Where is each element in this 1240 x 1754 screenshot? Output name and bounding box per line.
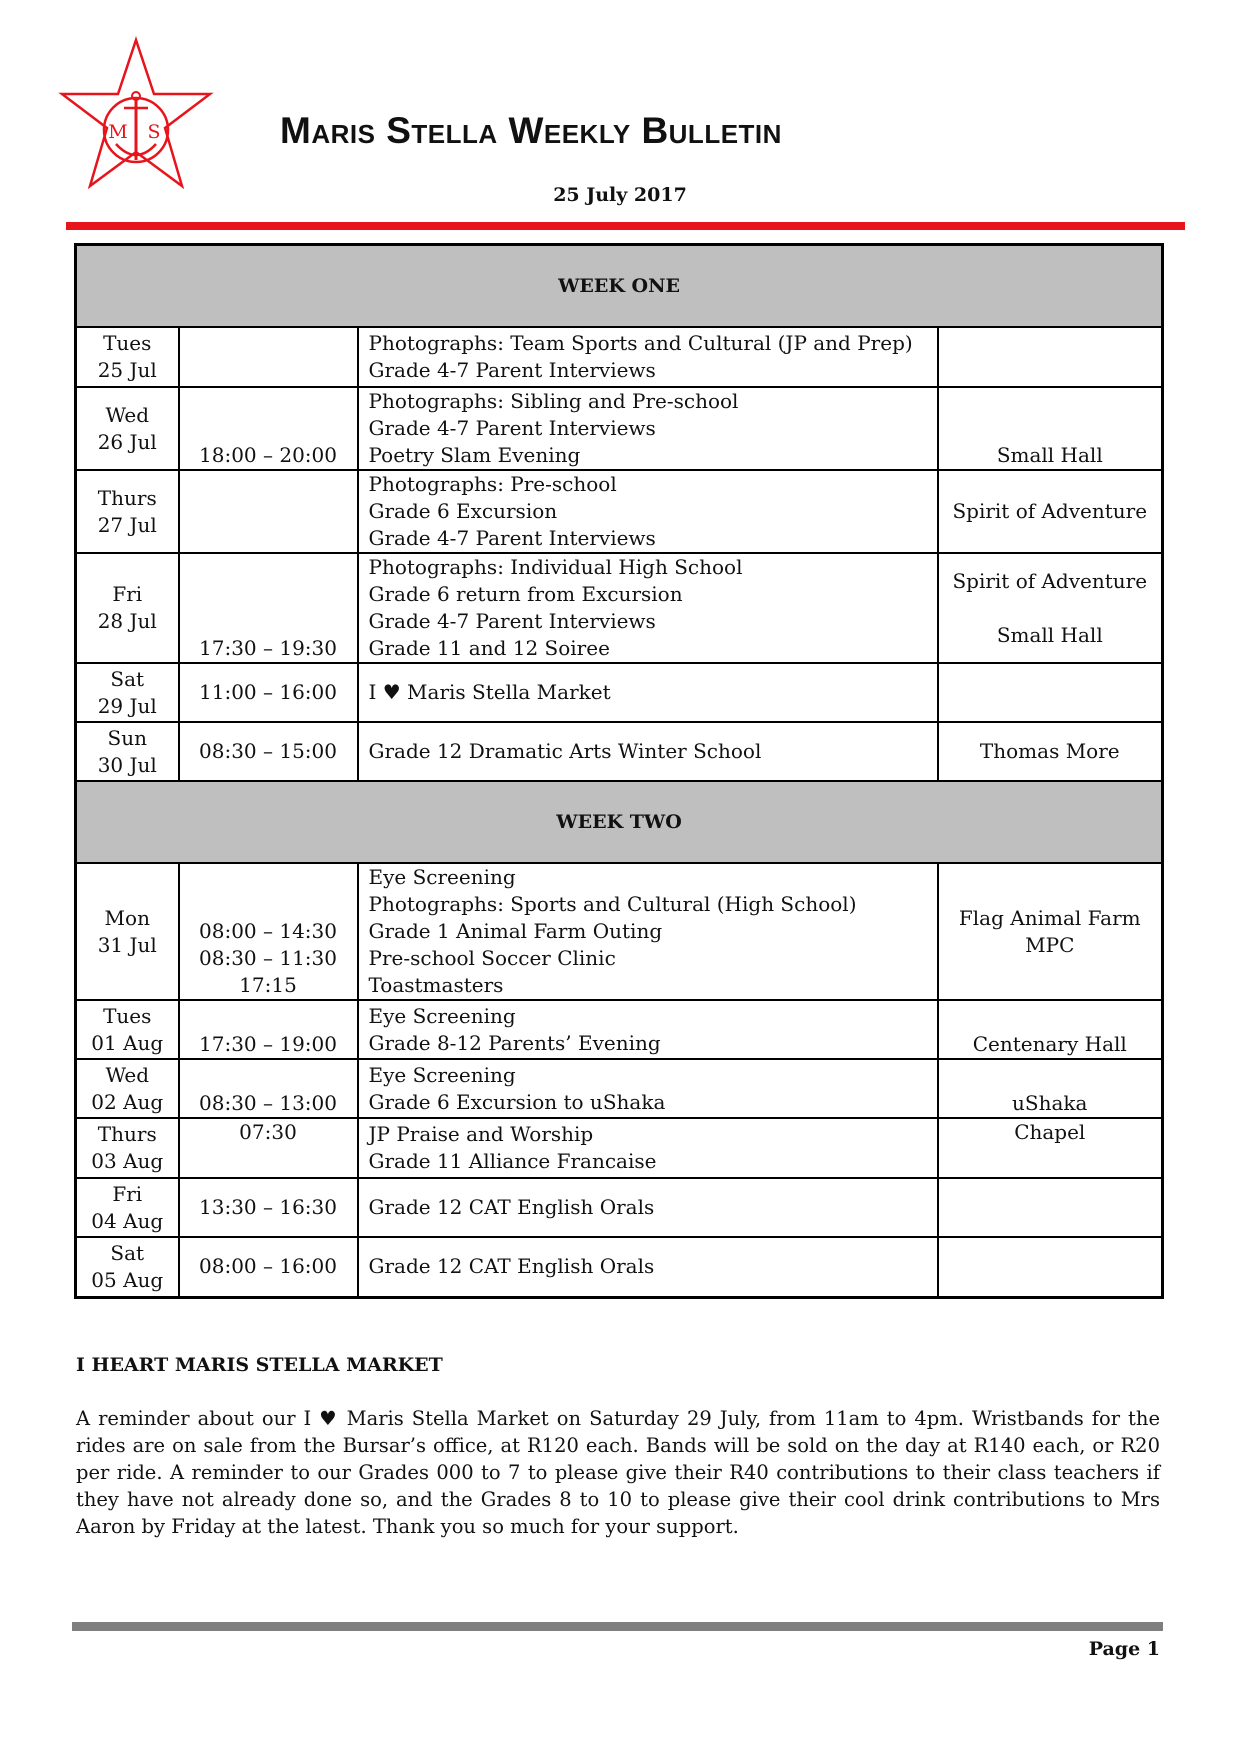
activity-cell <box>358 327 938 387</box>
venue-line: Spirit of Adventure <box>952 499 1148 523</box>
time-cell <box>179 553 358 663</box>
time-line: 18:00 – 20:00 <box>199 443 337 467</box>
activity-line: Grade 12 CAT English Orals <box>368 1254 655 1279</box>
venue-cell <box>938 1000 1163 1059</box>
day-name: Wed <box>105 402 150 427</box>
day-name: Tues <box>103 331 152 355</box>
time-line: 11:00 – 16:00 <box>199 680 337 704</box>
time-line: 08:00 – 14:30 <box>199 919 337 943</box>
venue-line: Small Hall <box>996 622 1103 647</box>
day-name: Wed <box>105 1062 150 1087</box>
time-line: 17:30 – 19:30 <box>199 636 337 660</box>
venue-cell <box>938 1059 1163 1118</box>
time-line: 07:30 <box>239 1120 297 1144</box>
day-date: 02 Aug <box>91 1089 164 1114</box>
day-cell <box>76 863 179 1000</box>
day-cell <box>76 1059 179 1118</box>
activity-cell <box>358 470 938 553</box>
day-date: 30 Jul <box>97 752 157 777</box>
bulletin-date: 25 July 2017 <box>553 184 687 206</box>
schedule-row <box>76 1000 1163 1059</box>
day-name: Sat <box>110 666 145 691</box>
day-date: 01 Aug <box>91 1030 164 1055</box>
footer-divider <box>72 1622 1163 1631</box>
activity-line: Pre-school Soccer Clinic <box>368 946 616 970</box>
week-one-heading: WEEK ONE <box>76 245 1163 328</box>
time-cell <box>179 1237 358 1297</box>
activity-line: Toastmasters <box>368 973 504 997</box>
activity-line: Photographs: Sibling and Pre-school <box>368 389 739 413</box>
time-line: 08:30 – 13:00 <box>199 1091 337 1115</box>
day-name: Thurs <box>97 485 157 510</box>
activity-line: JP Praise and Worship <box>368 1122 594 1146</box>
venue-cell <box>938 663 1163 722</box>
venue-cell <box>938 553 1163 663</box>
venue-line: Small Hall <box>996 443 1103 467</box>
time-cell <box>179 327 358 387</box>
time-line: 08:30 – 11:30 <box>199 946 337 970</box>
day-name: Tues <box>103 1003 152 1028</box>
time-line: 17:15 <box>239 973 297 997</box>
schedule-row <box>76 470 1163 553</box>
venue-line: MPC <box>1025 932 1075 957</box>
schedule-row <box>76 327 1163 387</box>
activity-cell <box>358 663 938 722</box>
day-cell <box>76 470 179 553</box>
activity-line: Grade 8-12 Parents’ Evening <box>368 1030 661 1055</box>
page-number: Page 1 <box>1088 1638 1160 1660</box>
day-cell <box>76 327 179 387</box>
day-cell <box>76 1000 179 1059</box>
time-cell <box>179 470 358 553</box>
venue-cell <box>938 863 1163 1000</box>
venue-line: Chapel <box>1014 1120 1086 1144</box>
day-name: Sun <box>107 725 147 750</box>
schedule-row <box>76 1118 1163 1178</box>
time-line: 08:00 – 16:00 <box>199 1254 337 1279</box>
week-two-heading: WEEK TWO <box>76 781 1163 863</box>
schedule-table <box>74 243 1164 1299</box>
time-cell <box>179 387 358 470</box>
venue-cell <box>938 1118 1163 1178</box>
time-line: 13:30 – 16:30 <box>199 1195 337 1219</box>
activity-line: Grade 1 Animal Farm Outing <box>368 919 663 943</box>
time-cell <box>179 1059 358 1118</box>
activity-line: Grade 12 CAT English Orals <box>368 1195 655 1219</box>
activity-line: Eye Screening <box>368 1062 516 1087</box>
header-divider <box>66 222 1185 230</box>
schedule-row <box>76 1237 1163 1297</box>
activity-line: Grade 11 and 12 Soiree <box>368 636 610 660</box>
logo-letter-m: M <box>108 121 128 143</box>
venue-line: Thomas More <box>979 739 1120 763</box>
day-date: 28 Jul <box>97 609 157 633</box>
time-cell <box>179 1178 358 1237</box>
time-cell <box>179 863 358 1000</box>
day-date: 25 Jul <box>97 358 157 382</box>
day-name: Sat <box>110 1240 145 1265</box>
day-date: 26 Jul <box>97 429 157 454</box>
day-cell <box>76 553 179 663</box>
notice-heading: I HEART MARIS STELLA MARKET <box>76 1354 443 1376</box>
schedule-row <box>76 663 1163 722</box>
day-date: 31 Jul <box>97 932 157 957</box>
activity-line: Poetry Slam Evening <box>368 443 581 467</box>
venue-line: Spirit of Adventure <box>952 568 1148 593</box>
activity-line: Photographs: Pre-school <box>368 472 617 496</box>
bulletin-title: Maris Stella Weekly Bulletin <box>280 110 782 151</box>
day-date: 05 Aug <box>91 1267 164 1292</box>
week-two-header <box>76 781 1163 863</box>
activity-line: Grade 4-7 Parent Interviews <box>368 358 656 382</box>
day-cell <box>76 663 179 722</box>
venue-line: Centenary Hall <box>972 1032 1127 1056</box>
activity-line: Grade 11 Alliance Francaise <box>368 1149 657 1173</box>
time-cell <box>179 1118 358 1178</box>
day-name: Mon <box>104 905 150 930</box>
venue-cell <box>938 327 1163 387</box>
logo-letter-s: S <box>147 121 161 143</box>
activity-line: Photographs: Team Sports and Cultural (JP and Prep) <box>368 331 913 355</box>
time-cell <box>179 663 358 722</box>
activity-cell <box>358 1059 938 1118</box>
activity-cell <box>358 1118 938 1178</box>
activity-line: Eye Screening <box>368 1003 516 1028</box>
day-date: 27 Jul <box>97 512 157 537</box>
day-date: 29 Jul <box>97 693 157 718</box>
activity-cell <box>358 722 938 781</box>
day-name: Thurs <box>97 1122 157 1146</box>
activity-cell <box>358 1178 938 1237</box>
time-line: 17:30 – 19:00 <box>199 1032 337 1056</box>
activity-cell <box>358 1000 938 1059</box>
day-date: 03 Aug <box>91 1149 164 1173</box>
activity-cell <box>358 1237 938 1297</box>
time-cell <box>179 1000 358 1059</box>
venue-line: uShaka <box>1012 1091 1088 1115</box>
venue-cell <box>938 1178 1163 1237</box>
activity-line: Grade 4-7 Parent Interviews <box>368 416 656 440</box>
schedule-row <box>76 1059 1163 1118</box>
venue-cell <box>938 722 1163 781</box>
activity-line: I ♥ Maris Stella Market <box>368 680 611 704</box>
venue-cell <box>938 1237 1163 1297</box>
activity-line: Photographs: Sports and Cultural (High School) <box>368 892 857 916</box>
schedule-row <box>76 553 1163 663</box>
activity-line: Eye Screening <box>368 865 516 889</box>
notice-body: A reminder about our I ♥ Maris Stella Market on Saturday 29 July, from 11am to 4pm. Wristbands for the rides are on sale from the Bursar’s office, at R120 each. Bands will be sold on the day at R140 each, or R20 per ride. A reminder to our Grades 000 to 7 to please give their R40 contributions to their class teachers if they have not already done so, and the Grades 8 to 10 to please give their cool drink contributions to Mrs Aaron by Friday at the latest. Thank you so much for your support. <box>76 1407 1160 1538</box>
schedule-row <box>76 387 1163 470</box>
day-date: 04 Aug <box>91 1208 164 1233</box>
venue-cell <box>938 387 1163 470</box>
time-line: 08:30 – 15:00 <box>199 739 337 763</box>
week-one-header <box>76 245 1163 328</box>
venue-line: Flag Animal Farm <box>958 905 1141 930</box>
activity-cell <box>358 863 938 1000</box>
day-cell <box>76 387 179 470</box>
day-cell <box>76 1178 179 1237</box>
activity-line: Grade 4-7 Parent Interviews <box>368 609 656 633</box>
activity-line: Grade 6 Excursion to uShaka <box>368 1089 666 1114</box>
venue-cell <box>938 470 1163 553</box>
activity-cell <box>358 553 938 663</box>
activity-line: Photographs: Individual High School <box>368 555 743 579</box>
school-logo <box>56 36 216 194</box>
activity-cell <box>358 387 938 470</box>
activity-line: Grade 6 Excursion <box>368 499 558 523</box>
schedule-row <box>76 863 1163 1000</box>
schedule-row <box>76 722 1163 781</box>
day-name: Fri <box>112 582 143 606</box>
schedule-row <box>76 1178 1163 1237</box>
time-cell <box>179 722 358 781</box>
day-cell <box>76 1237 179 1297</box>
activity-line: Grade 6 return from Excursion <box>368 582 683 606</box>
day-cell <box>76 1118 179 1178</box>
activity-line: Grade 4-7 Parent Interviews <box>368 526 656 550</box>
activity-line: Grade 12 Dramatic Arts Winter School <box>368 739 762 763</box>
day-cell <box>76 722 179 781</box>
day-name: Fri <box>112 1181 143 1206</box>
